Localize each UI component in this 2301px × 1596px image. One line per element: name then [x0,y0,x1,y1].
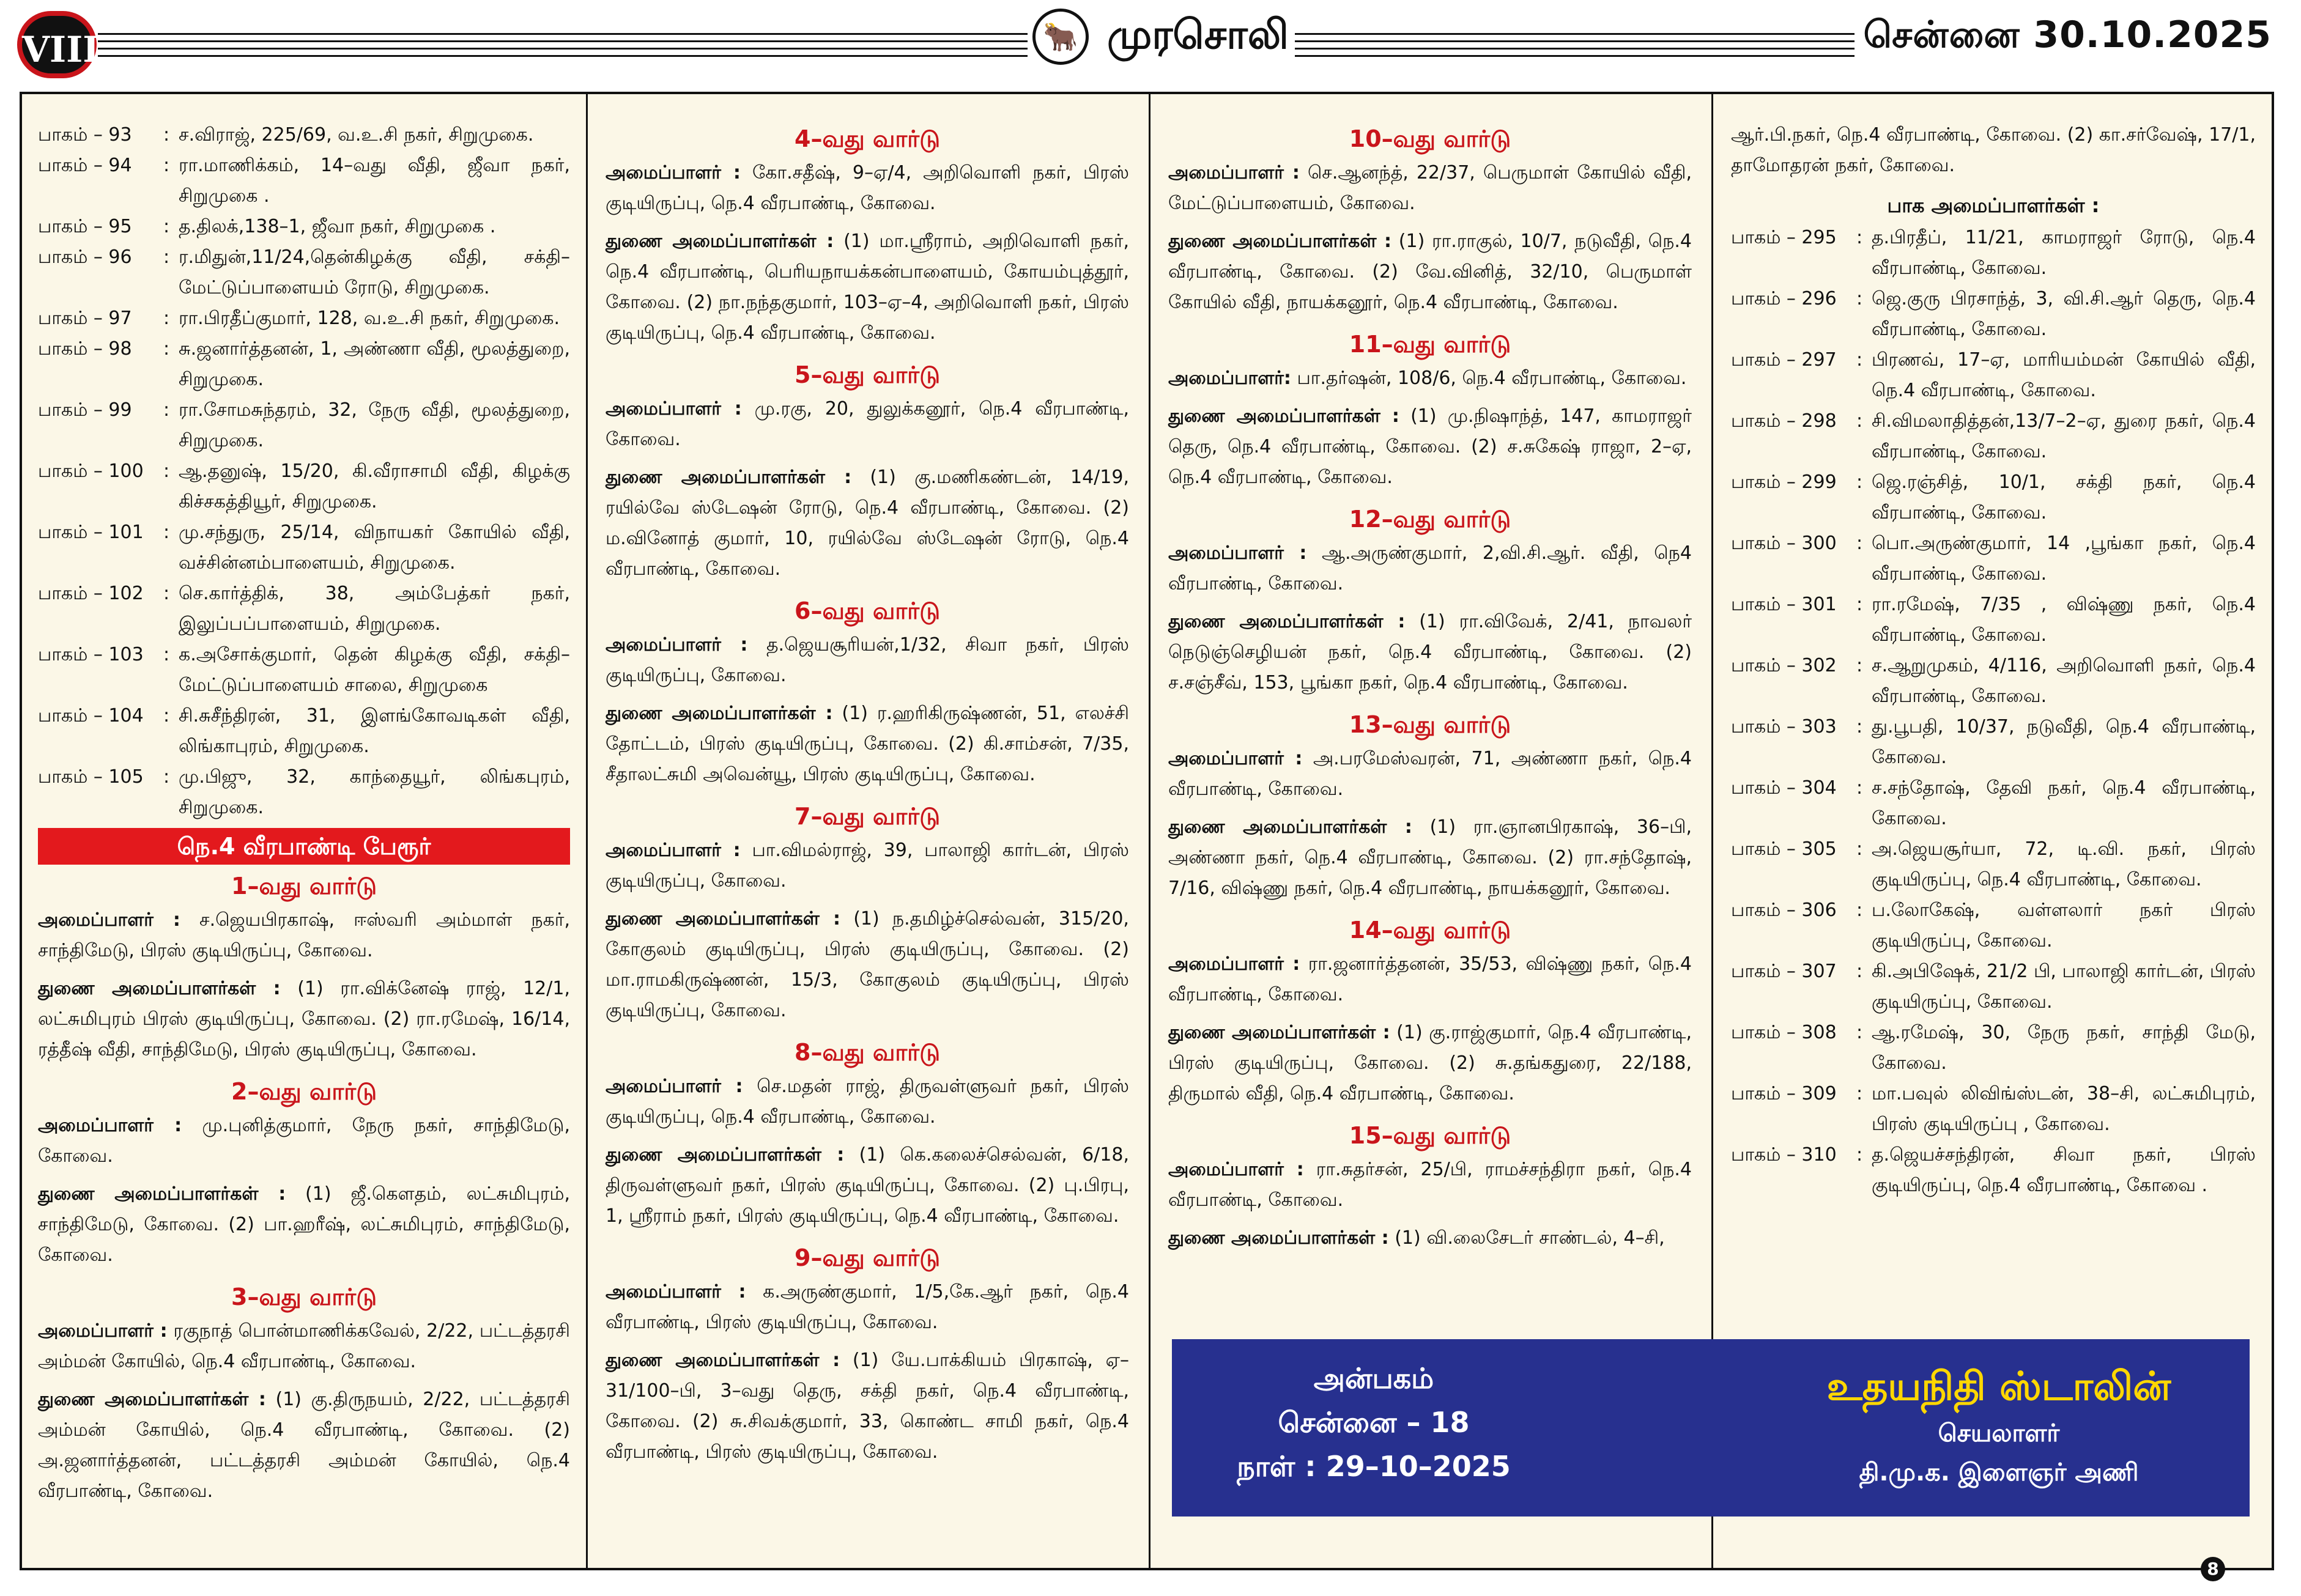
part-organizer: மா.பவுல் லிவிங்ஸ்டன், 38–சி, லட்சுமிபுரம், பிரஸ் குடியிருப்பு , கோவை. [1872,1083,2256,1135]
role-label: துணை அமைப்பாளர்கள் : [38,1183,286,1205]
role-text: க.அருண்குமார், 1/5,கே.ஆர் நகர், நெ.4 வீரபாண்டி, பிரஸ் குடியிருப்பு, கோவை. [606,1281,1129,1333]
role-text: பா.விமல்ராஜ், 39, பாலாஜி கார்டன், பிரஸ் குடியிருப்பு, கோவை. [606,840,1129,892]
role-label: அமைப்பாளர் : [606,1281,746,1302]
role-label: அமைப்பாளர் : [1168,542,1307,564]
colon-separator: : [1856,1144,1863,1166]
colon-separator: : [163,644,170,665]
part-label: பாகம் – 94 [38,155,132,176]
part-row [38,242,570,303]
role-text: செ.ஆனந்த், 22/37, பெருமாள் கோயில் வீதி, மேட்டுப்பாளையம், கோவை. [1168,162,1692,214]
column-3 [1168,120,1692,1261]
colon-separator: : [163,399,170,421]
colon-separator: : [1856,227,1863,248]
ward-title: 15–வது வார்டு [1349,1122,1511,1149]
colon-separator: : [163,766,170,788]
section-banner: நெ.4 வீரபாண்டி பேரூர் [38,828,570,865]
part-row [38,303,570,334]
signature-date: நாள் : 29–10–2025 [1237,1450,1511,1483]
role-text: (1) ரா.ராகுல், 10/7, நடுவீதி, நெ.4 வீரபாண்டி, கோவை. (2) வே.வினித், 32/10, பெருமாள் கோயில் வீதி, நாயக்கனூர், நெ.4 வீரபாண்டி, கோவை. [1168,231,1692,313]
part-organizer: ரா.ரமேஷ், 7/35 , விஷ்ணு நகர், நெ.4 வீரபாண்டி, கோவை. [1872,594,2256,646]
part-label: பாகம் – 298 [1731,410,1837,432]
page-badge: VIII [17,11,97,78]
deputies-paragraph [606,1345,1129,1468]
masthead [0,0,2301,92]
colon-separator: : [163,124,170,146]
colon-separator: : [1856,655,1863,676]
part-organizer: க.அசோக்குமார், தென் கிழக்கு வீதி, சக்தி–மேட்டுப்பாளையம் சாலை, சிறுமுகை [179,644,570,696]
role-text: மு.ரகு, 20, துலுக்கனூர், நெ.4 வீரபாண்டி, கோவை. [606,398,1129,450]
organizer-paragraph [606,630,1129,691]
role-text: (1) ரா.விவேக், 2/41, நாவலர் நெடுஞ்செழியன் நகர், நெ.4 வீரபாண்டி, கோவை. (2) ச.சஞ்சீவ், 153, பூங்கா நகர், நெ.4 வீரபாண்டி, கோவை. [1168,611,1692,693]
part-label: பாகம் – 305 [1731,838,1837,860]
role-text: மு.புனித்குமார், நேரு நகர், சாந்திமேடு, கோவை. [38,1115,570,1167]
part-organizer: சி.விமலாதித்தன்,13/7–2–ஏ, துரை நகர், நெ.4 வீரபாண்டி, கோவை. [1872,410,2256,462]
ward-title: 4–வது வார்டு [795,125,940,152]
continuation-text: ஆர்.பி.நகர், நெ.4 வீரபாண்டி, கோவை. (2) கா.சர்வேஷ், 17/1, தாமோதரன் நகர், கோவை. [1731,124,2256,176]
organizer-paragraph [38,1110,570,1172]
role-label: அமைப்பாளர் : [38,1115,182,1136]
colon-separator: : [1856,349,1863,371]
column-2 [606,120,1129,1475]
role-text: ரா.சுதர்சன், 25/பி, ராமச்சந்திரா நகர், நெ.4 வீரபாண்டி, கோவை. [1168,1159,1692,1211]
organizer-paragraph [606,394,1129,455]
role-label: துணை அமைப்பாளர்கள் : [606,1350,840,1371]
column-divider [1149,92,1150,1570]
part-label: பாகம் – 300 [1731,533,1837,554]
masthead-rule [1278,40,1902,42]
part-row [38,120,570,150]
deputies-paragraph [38,973,570,1065]
part-label: பாகம் – 295 [1731,227,1837,248]
colon-separator: : [1856,533,1863,554]
organizer-paragraph [606,158,1129,219]
part-organizer: ரா.மாணிக்கம், 14–வது வீதி, ஜீவா நகர், சிறுமுகை . [179,155,570,207]
deputies-paragraph [606,1140,1129,1232]
part-organizer: ஆ.ரமேஷ், 30, நேரு நகர், சாந்தி மேடு, கோவை. [1872,1022,2256,1074]
ward-list [606,120,1129,1468]
colon-separator: : [163,522,170,543]
ward-title: 5–வது வார்டு [795,361,940,388]
ward-list [38,867,570,1507]
part-row [1731,345,2256,406]
part-label: பாகம் – 104 [38,705,144,726]
part-row [38,640,570,701]
part-row [38,456,570,517]
role-text: (1) ரா.விக்னேஷ் ராஜ், 12/1, லட்சுமிபுரம் பிரஸ் குடியிருப்பு, கோவை. (2) ரா.ரமேஷ், 16/14, ரத்தீஷ் வீதி, சாந்திமேடு, பிரஸ் குடியிருப்பு, கோவை. [38,978,570,1060]
role-text: (1) கு.மணிகண்டன், 14/19, ரயில்வே ஸ்டேஷன் ரோடு, நெ.4 வீரபாண்டி, கோவை. (2) ம.வினோத் குமார், 10, ரயில்வே ஸ்டேஷன் ரோடு, நெ.4 வீரபாண்டி, கோவை. [606,467,1129,580]
part-label: பாகம் – 99 [38,399,132,421]
part-organizer: பொ.அருண்குமார், 14 ,பூங்கா நகர், நெ.4 வீரபாண்டி, கோவை. [1872,533,2256,585]
signature-place-date [1172,1356,1576,1488]
part-label: பாகம் – 296 [1731,288,1837,309]
organizer-paragraph [606,1277,1129,1338]
deputies-paragraph [606,226,1129,349]
signatory-org: தி.மு.க. இளைஞர் அணி [1859,1458,2139,1487]
part-row [38,517,570,578]
role-text: (1) கெ.கலைச்செல்வன், 6/18, திருவள்ளுவர் நகர், பிரஸ் குடியிருப்பு, கோவை. (2) பு.பிரபு, 1, ஸ்ரீராம் நகர், பிரஸ் குடியிருப்பு, நெ.4 வீரபாண்டி, கோவை. [606,1144,1129,1227]
part-row [38,395,570,456]
role-text: பா.தர்ஷன், 108/6, நெ.4 வீரபாண்டி, கோவை. [1297,368,1687,389]
ward-title: 10–வது வார்டு [1349,125,1511,152]
role-label: துணை அமைப்பாளர்கள் : [1168,231,1392,252]
part-label: பாகம் – 307 [1731,961,1837,982]
part-row [1731,1018,2256,1079]
part-organizer: ஜெ.குரு பிரசாந்த், 3, வி.சி.ஆர் தெரு, நெ.4 வீரபாண்டி, கோவை. [1872,288,2256,340]
role-text: (1) ர.ஹரிகிருஷ்ணன், 51, எலச்சி தோட்டம், பிரஸ் குடியிருப்பு, கோவை. (2) கி.சாம்சன், 7/35, சீதாலட்சுமி அவென்யூ, பிரஸ் குடியிருப்பு, கோவை. [606,703,1129,785]
part-row [1731,773,2256,834]
masthead-rule [98,48,1028,50]
ward-title: 11–வது வார்டு [1349,331,1511,358]
signature-box [1172,1339,2250,1517]
part-row [1731,223,2256,284]
colon-separator: : [163,338,170,360]
role-text: அ.பரமேஸ்வரன், 71, அண்ணா நகர், நெ.4 வீரபாண்டி, கோவை. [1168,748,1692,800]
role-label: அமைப்பாளர் : [606,634,748,656]
part-organizer: து.பூபதி, 10/37, நடுவீதி, நெ.4 வீரபாண்டி, கோவை. [1872,716,2256,768]
part-label: பாகம் – 105 [38,766,144,788]
masthead-rule [98,40,1028,42]
part-organizer: அ.ஜெயசூர்யா, 72, டி.வி. நகர், பிரஸ் குடியிருப்பு, நெ.4 வீரபாண்டி, கோவை. [1872,838,2256,890]
part-label: பாகம் – 310 [1731,1144,1837,1166]
part-row [38,334,570,395]
deputies-paragraph [606,904,1129,1026]
part-row [38,150,570,212]
role-label: அமைப்பாளர்: [1168,368,1291,389]
part-label: பாகம் – 93 [38,124,132,146]
part-label: பாகம் – 301 [1731,594,1837,615]
colon-separator: : [1856,838,1863,860]
part-label: பாகம் – 297 [1731,349,1837,371]
part-organizer: ச.விராஜ், 225/69, வ.உ.சி நகர், சிறுமுகை. [179,124,534,146]
part-organizer: ச.ஆறுமுகம், 4/116, அறிவொளி நகர், நெ.4 வீரபாண்டி, கோவை. [1872,655,2256,707]
role-label: அமைப்பாளர் : [606,162,741,183]
part-row [1731,834,2256,895]
organizer-paragraph [38,905,570,966]
role-label: அமைப்பாளர் : [1168,1159,1304,1180]
signature-place: அன்பகம் [1313,1362,1434,1395]
colon-separator: : [1856,471,1863,493]
role-text: ச.ஜெயபிரகாஷ், ஈஸ்வரி அம்மாள் நகர், சாந்திமேடு, பிரஸ் குடியிருப்பு, கோவை. [38,909,570,961]
ward-title: 6–வது வார்டு [795,597,940,624]
part-organizer: மு.சந்துரு, 25/14, விநாயகர் கோயில் வீதி, வச்சின்னம்பாளையம், சிறுமுகை. [179,522,570,574]
paper-name: முரசொலி [1101,11,1295,64]
role-label: அமைப்பாளர் : [606,1076,743,1097]
role-text: (1) மு.நிஷாந்த், 147, காமராஜர் தெரு, நெ.4 வீரபாண்டி, கோவை. (2) ச.சுகேஷ் ராஜா, 2–ஏ, நெ.4 வீரபாண்டி, கோவை. [1168,405,1692,488]
part-row [38,762,570,823]
role-text: (1) மா.ஸ்ரீராம், அறிவொளி நகர், நெ.4 வீரபாண்டி, பெரியநாயக்கன்பாளையம், கோயம்புத்தூர், கோவை. (2) நா.நந்தகுமார், 103–ஏ–4, அறிவொளி நகர், பிரஸ் குடியிருப்பு, நெ.4 வீரபாண்டி, கோவை. [606,231,1129,344]
role-label: அமைப்பாளர் : [606,840,741,861]
part-row [38,701,570,762]
bull-logo-icon: 🐂 [1032,9,1089,65]
ward-title: 9–வது வார்டு [795,1244,940,1271]
deputies-paragraph [38,1179,570,1271]
part-organizer: த.ஜெயச்சந்திரன், சிவா நகர், பிரஸ் குடியிருப்பு, நெ.4 வீரபாண்டி, கோவை . [1872,1144,2256,1196]
part-row [1731,406,2256,467]
role-label: துணை அமைப்பாளர்கள் : [606,908,840,929]
deputies-paragraph [38,1384,570,1507]
colon-separator: : [163,246,170,268]
part-organizer: ர.மிதுன்,11/24,தென்கிழக்கு வீதி, சக்தி–மேட்டுப்பாளையம் ரோடு, சிறுமுகை. [179,246,570,298]
part-row [1731,956,2256,1018]
organizer-paragraph [1168,744,1692,805]
part-label: பாகம் – 96 [38,246,132,268]
colon-separator: : [1856,900,1863,921]
part-label: பாகம் – 97 [38,308,132,329]
part-organizer: கி.அபிஷேக், 21/2 பி, பாலாஜி கார்டன், பிரஸ் குடியிருப்பு, கோவை. [1872,961,2256,1013]
part-organizer: த.திலக்,138–1, ஜீவா நகர், சிறுமுகை . [179,216,496,237]
colon-separator: : [1856,716,1863,737]
role-text: (1) யே.பாக்கியம் பிரகாஷ், ஏ–31/100–பி, 3–வது தெரு, சக்தி நகர், நெ.4 வீரபாண்டி, கோவை. (2) சு.சிவக்குமார், 33, கொண்ட சாமி நகர், நெ.4 வீரபாண்டி, பிரஸ் குடியிருப்பு, கோவை. [606,1350,1129,1463]
organizer-paragraph [1168,158,1692,219]
organizer-paragraph [606,1071,1129,1132]
deputies-paragraph [1168,401,1692,493]
role-label: அமைப்பாளர் : [1168,748,1303,769]
deputies-paragraph [1168,812,1692,904]
role-text: த.ஜெயசூரியன்,1/32, சிவா நகர், பிரஸ் குடியிருப்பு, கோவை. [606,634,1129,686]
part-organizer: சி.சுசீந்திரன், 31, இளங்கோவடிகள் வீதி, லிங்காபுரம், சிறுமுகை. [179,705,570,757]
masthead-rule [1278,55,1902,57]
colon-separator: : [163,308,170,329]
role-label: அமைப்பாளர் : [38,909,180,931]
colon-separator: : [163,583,170,604]
role-label: துணை அமைப்பாளர்கள் : [1168,611,1406,632]
part-list [1731,223,2256,1201]
role-text: (1) ஜீ.கௌதம், லட்சுமிபுரம், சாந்திமேடு, கோவை. (2) பா.ஹரீஷ், லட்சுமிபுரம், சாந்திமேடு, கோவை. [38,1183,570,1266]
organizer-paragraph [1168,1155,1692,1216]
colon-separator: : [1856,1022,1863,1043]
part-organizer: ஜெ.ரஞ்சித், 10/1, சக்தி நகர், நெ.4 வீரபாண்டி, கோவை. [1872,471,2256,523]
deputies-paragraph [606,698,1129,790]
part-label: பாகம் – 100 [38,460,144,482]
role-label: துணை அமைப்பாளர்கள் : [1168,1022,1390,1043]
ward-title: 12–வது வார்டு [1349,506,1511,533]
role-text: (1) ந.தமிழ்ச்செல்வன், 315/20, கோகுலம் குடியிருப்பு, பிரஸ் குடியிருப்பு, கோவை. (2) மா.ராமகிருஷ்ணன், 15/3, கோகுலம் குடியிருப்பு, பிரஸ் குடியிருப்பு, கோவை. [606,908,1129,1021]
part-row [38,212,570,242]
role-label: துணை அமைப்பாளர்கள் : [1168,405,1399,427]
part-organizer: ரா.பிரதீப்குமார், 128, வ.உ.சி நகர், சிறுமுகை. [179,308,560,329]
role-label: துணை அமைப்பாளர்கள் : [1168,1227,1389,1249]
colon-separator: : [1856,594,1863,615]
signatory-role: செயலாளர் [1938,1419,2060,1447]
part-row [1731,712,2256,773]
city-date: சென்னை 30.10.2025 [1855,13,2272,61]
part-organizer: த.பிரதீப், 11/21, காமராஜர் ரோடு, நெ.4 வீரபாண்டி, கோவை. [1872,227,2256,279]
role-label: துணை அமைப்பாளர்கள் : [38,1389,266,1410]
part-organizer: ச.சந்தோஷ், தேவி நகர், நெ.4 வீரபாண்டி, கோவை. [1872,777,2256,829]
part-label: பாகம் – 304 [1731,777,1837,799]
colon-separator: : [163,705,170,726]
masthead-rule [98,33,1028,35]
role-label: துணை அமைப்பாளர்கள் : [606,1144,845,1166]
part-organizer: ஆ.தனுஷ், 15/20, கி.வீராசாமி வீதி, கிழக்கு கிச்சகத்தியூர், சிறுமுகை. [179,460,570,512]
role-label: அமைப்பாளர் : [606,398,742,419]
deputies-paragraph [606,462,1129,585]
role-label: துணை அமைப்பாளர்கள் : [606,703,833,724]
deputies-paragraph [1168,226,1692,318]
part-label: பாகம் – 303 [1731,716,1837,737]
role-label: அமைப்பாளர் : [38,1320,168,1342]
column-divider [586,92,588,1570]
organizer-paragraph [1168,949,1692,1010]
part-label: பாகம் – 95 [38,216,132,237]
part-organizer: மு.பிஜு, 32, காந்தையூர், லிங்கபுரம், சிறுமுகை. [179,766,570,818]
role-text: ரகுநாத் பொன்மாணிக்கவேல், 2/22, பட்டத்தரசி அம்மன் கோயில், நெ.4 வீரபாண்டி, கோவை. [38,1320,570,1372]
role-label: அமைப்பாளர் : [1168,953,1300,975]
signatory-name: உதயநிதி ஸ்டாலின் [1826,1364,2171,1409]
deputies-paragraph [1168,1018,1692,1109]
part-label: பாகம் – 306 [1731,900,1837,921]
part-organizer: ப.லோகேஷ், வள்ளலார் நகர் பிரஸ் குடியிருப்பு, கோவை. [1872,900,2256,951]
ward-title: 2–வது வார்டு [231,1078,377,1105]
ward-title: 14–வது வார்டு [1349,917,1511,944]
colon-separator: : [1856,288,1863,309]
part-row [1731,651,2256,712]
organizer-paragraph [1168,538,1692,599]
organizer-paragraph [38,1316,570,1377]
part-label: பாகம் – 98 [38,338,132,360]
role-label: துணை அமைப்பாளர்கள் : [606,231,834,252]
role-label: துணை அமைப்பாளர்கள் : [1168,816,1412,838]
role-text: (1) வி.லைசேடர் சாண்டல், 4–சி, [1395,1227,1665,1249]
part-label: பாகம் – 308 [1731,1022,1837,1043]
page-number: 8 [2201,1557,2225,1581]
role-text: (1) கு.ராஜ்குமார், நெ.4 வீரபாண்டி, பிரஸ் குடியிருப்பு, கோவை. (2) சு.தங்கதுரை, 22/188, திருமால் வீதி, நெ.4 வீரபாண்டி, கோவை. [1168,1022,1692,1104]
role-text: கோ.சதீஷ், 9–ஏ/4, அறிவொளி நகர், பிரஸ் குடியிருப்பு, நெ.4 வீரபாண்டி, கோவை. [606,162,1129,214]
role-text: ரா.ஜனார்த்தனன், 35/53, விஷ்ணு நகர், நெ.4 வீரபாண்டி, கோவை. [1168,953,1692,1005]
ward-title: 13–வது வார்டு [1349,711,1511,738]
part-organizer: செ.கார்த்திக், 38, அம்பேத்கர் நகர், இலுப்பப்பாளையம், சிறுமுகை. [179,583,570,635]
part-row [1731,467,2256,528]
part-label: பாகம் – 299 [1731,471,1837,493]
part-label: பாகம் – 101 [38,522,144,543]
colon-separator: : [1856,961,1863,982]
deputies-paragraph [1168,607,1692,698]
organizer-paragraph [1168,363,1692,394]
ward-title: 1–வது வார்டு [231,873,377,900]
masthead-rule [1278,48,1902,50]
part-row [1731,895,2256,956]
role-text: (1) கு.திருநயம், 2/22, பட்டத்தரசி அம்மன் கோயில், நெ.4 வீரபாண்டி, கோவை. (2) அ.ஜனார்த்தனன், பட்டத்தரசி அம்மன் கோயில், நெ.4 வீரபாண்டி, கோவை. [38,1389,570,1502]
role-label: அமைப்பாளர் : [1168,162,1300,183]
part-row [1731,528,2256,589]
column-4 [1731,120,2256,1201]
part-organizer: சு.ஜனார்த்தனன், 1, அண்ணா வீதி, மூலத்துறை, சிறுமுகை. [179,338,570,390]
part-label: பாகம் – 302 [1731,655,1837,676]
colon-separator: : [1856,777,1863,799]
masthead-rule [98,55,1028,57]
ward-list [1168,120,1692,1254]
column-1 [38,120,570,1514]
role-label: துணை அமைப்பாளர்கள் : [606,467,852,488]
colon-separator: : [163,460,170,482]
role-text: (1) ரா.ஞானபிரகாஷ், 36–பி, அண்ணா நகர், நெ.4 வீரபாண்டி, கோவை. (2) ரா.சந்தோஷ், 7/16, விஷ்ணு நகர், நெ.4 வீரபாண்டி, நாயக்கனூர், கோவை. [1168,816,1692,899]
part-label: பாகம் – 309 [1731,1083,1837,1104]
role-text: செ.மதன் ராஜ், திருவள்ளுவர் நகர், பிரஸ் குடியிருப்பு, நெ.4 வீரபாண்டி, கோவை. [606,1076,1129,1128]
ward-title: 3–வது வார்டு [231,1284,377,1310]
colon-separator: : [163,155,170,176]
part-list [38,120,570,823]
part-organizer: பிரணவ், 17–ஏ, மாரியம்மன் கோயில் வீதி, நெ.4 வீரபாண்டி, கோவை. [1872,349,2256,401]
ward-title: 7–வது வார்டு [795,803,940,830]
colon-separator: : [1856,1083,1863,1104]
part-label: பாகம் – 102 [38,583,144,604]
masthead-rule [1278,33,1902,35]
deputies-paragraph [1168,1223,1692,1254]
part-row [38,578,570,640]
ward-title: 8–வது வார்டு [795,1039,940,1066]
part-organizer: ரா.சோமசுந்தரம், 32, நேரு வீதி, மூலத்துறை, சிறுமுகை. [179,399,570,451]
part-row [1731,1079,2256,1140]
part-organizers-heading: பாக அமைப்பாளர்கள் : [1887,194,2100,217]
part-row [1731,284,2256,345]
role-label: துணை அமைப்பாளர்கள் : [38,978,281,999]
part-row [1731,1140,2256,1201]
signature-city: சென்னை – 18 [1278,1406,1470,1439]
colon-separator: : [163,216,170,237]
part-row [1731,589,2256,651]
colon-separator: : [1856,410,1863,432]
role-text: ஆ.அருண்குமார், 2,வி.சி.ஆர். வீதி, நெ4 வீரபாண்டி, கோவை. [1168,542,1692,594]
part-label: பாகம் – 103 [38,644,144,665]
organizer-paragraph [606,835,1129,896]
